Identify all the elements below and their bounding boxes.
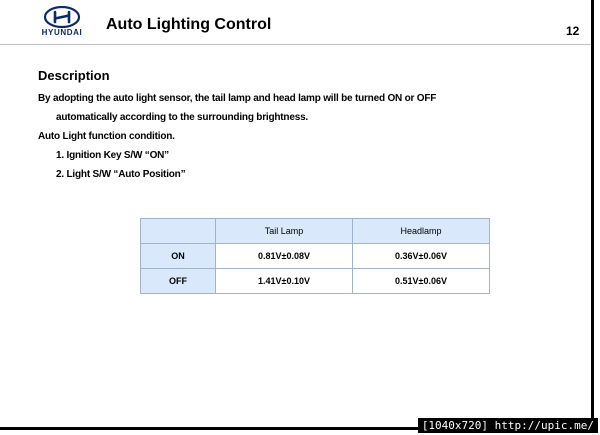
hyundai-logo	[36, 6, 88, 40]
description-line-1: By adopting the auto light sensor, the tail lamp and head lamp will be turned ON or OFF	[38, 93, 437, 104]
slide-title: Auto Lighting Control	[106, 16, 272, 33]
section-heading: Description	[38, 68, 110, 83]
page-number: 12	[566, 24, 580, 38]
cell-on-tail-lamp: 0.81V±0.08V	[216, 244, 353, 269]
table-header-row	[141, 219, 490, 244]
table-row	[141, 269, 490, 294]
slide-header	[0, 0, 594, 45]
row-label-off: OFF	[141, 269, 216, 294]
condition-item-1: 1. Ignition Key S/W “ON”	[56, 150, 169, 161]
table-row	[141, 244, 490, 269]
condition-item-2: 2. Light S/W “Auto Position”	[56, 169, 186, 180]
cell-off-headlamp: 0.51V±0.06V	[353, 269, 490, 294]
hyundai-logo-icon	[36, 6, 88, 28]
cell-off-tail-lamp: 1.41V±0.10V	[216, 269, 353, 294]
cell-on-headlamp: 0.36V±0.06V	[353, 244, 490, 269]
image-host-watermark: [1040x720] http://upic.me/	[418, 418, 598, 433]
condition-heading: Auto Light function condition.	[38, 131, 175, 142]
logo-text: HYUNDAI	[41, 28, 83, 37]
table-corner-cell	[141, 219, 216, 244]
voltage-table	[140, 218, 490, 294]
column-header-headlamp: Headlamp	[353, 219, 490, 244]
column-header-tail-lamp: Tail Lamp	[216, 219, 353, 244]
description-line-2: automatically according to the surrounding brightness.	[56, 112, 309, 123]
row-label-on: ON	[141, 244, 216, 269]
